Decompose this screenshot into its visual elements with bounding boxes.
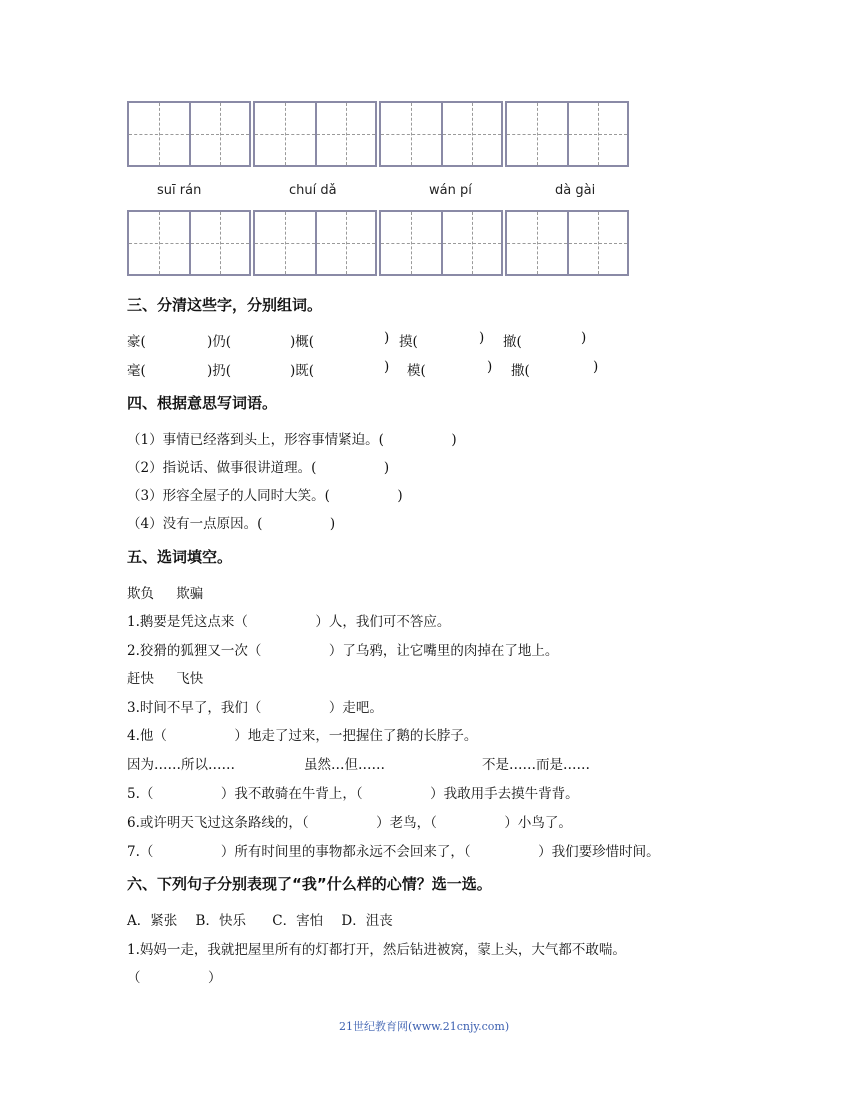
fill-question[interactable]: 4.他（ ）地走了过来，一把握住了鹅的长脖子。 [127, 728, 478, 744]
section-4-heading: 四、根据意思写词语。 [127, 394, 278, 412]
definition-item[interactable]: （4）没有一点原因。( ) [127, 516, 336, 532]
section-3-heading: 三、分清这些字，分别组词。 [127, 296, 323, 314]
word-option: 飞快 [176, 671, 204, 687]
fill-question[interactable]: 1.鹅要是凭这点来（ ）人，我们可不答应。 [127, 614, 451, 630]
char-blank[interactable]: )仍( [207, 334, 232, 350]
mood-option: A．紧张 [127, 913, 178, 929]
pinyin-label: wán pí [429, 183, 472, 198]
fill-question[interactable]: 5.（ ）我不敢骑在牛背上，（ ）我敢用手去摸牛背背。 [127, 786, 579, 802]
word-option: 赶快 [127, 671, 154, 687]
writing-box[interactable] [127, 101, 251, 167]
char-blank[interactable]: 摸( [399, 334, 418, 350]
answer-blank[interactable]: （ ） [127, 970, 222, 986]
mood-question: 1.妈妈一走，我就把屋里所有的灯都打开，然后钻进被窝，蒙上头，大气都不敢喘。 [127, 942, 626, 958]
section-6-heading: 六、下列句子分别表现了“我”什么样的心情？选一选。 [127, 875, 492, 893]
definition-item[interactable]: （3）形容全屋子的人同时大笑。( ) [127, 488, 403, 504]
pinyin-label: chuí dǎ [289, 183, 337, 198]
char-blank[interactable]: )既( [290, 363, 315, 379]
writing-box[interactable] [253, 210, 377, 276]
char-blank[interactable]: 模( [407, 363, 426, 379]
writing-box[interactable] [379, 101, 503, 167]
mood-option: D．沮丧 [341, 913, 393, 929]
writing-grid-row-2 [127, 210, 629, 276]
char-blank[interactable]: 豪( [127, 334, 146, 350]
char-blank[interactable]: )扔( [207, 363, 232, 379]
fill-question[interactable]: 2.狡猾的狐狸又一次（ ）了乌鸦，让它嘴里的肉掉在了地上。 [127, 643, 559, 659]
writing-box[interactable] [253, 101, 377, 167]
writing-box[interactable] [505, 101, 629, 167]
writing-box[interactable] [127, 210, 251, 276]
pinyin-label: dà gài [555, 183, 596, 198]
fill-question[interactable]: 3.时间不早了，我们（ ）走吧。 [127, 700, 383, 716]
mood-options [127, 909, 393, 929]
char-blank[interactable]: )概( [290, 334, 315, 350]
section-5-heading: 五、选词填空。 [127, 548, 233, 566]
word-option: 虽然…但…… [304, 757, 385, 773]
definition-item[interactable]: （2）指说话、做事很讲道理。( ) [127, 460, 390, 476]
fill-question[interactable]: 6.或许明天飞过这条路线的，（ ）老鸟，（ ）小鸟了。 [127, 815, 572, 831]
writing-grid-row-1 [127, 101, 629, 167]
word-option: 因为……所以…… [127, 757, 235, 773]
char-blank[interactable]: 毫( [127, 363, 146, 379]
word-options-1 [127, 582, 203, 602]
writing-box[interactable] [505, 210, 629, 276]
writing-box[interactable] [379, 210, 503, 276]
word-option: 不是……而是…… [482, 757, 590, 773]
fill-question[interactable]: 7.（ ）所有时间里的事物都永远不会回来了，（ ）我们要珍惜时间。 [127, 844, 660, 860]
word-option: 欺负 [127, 586, 154, 602]
definition-item[interactable]: （1）事情已经落到头上，形容事情紧迫。( ) [127, 432, 457, 448]
char-blank[interactable]: 撒( [511, 363, 530, 379]
word-option: 欺骗 [176, 586, 204, 602]
mood-option: C．害怕 [272, 913, 324, 929]
mood-option: B．快乐 [195, 913, 246, 929]
word-options-2 [127, 667, 203, 687]
pinyin-label: suī rán [157, 183, 202, 198]
footer-watermark: 21世纪教育网(www.21cnjy.com) [339, 1020, 510, 1033]
char-blank[interactable]: 撤( [503, 334, 522, 350]
